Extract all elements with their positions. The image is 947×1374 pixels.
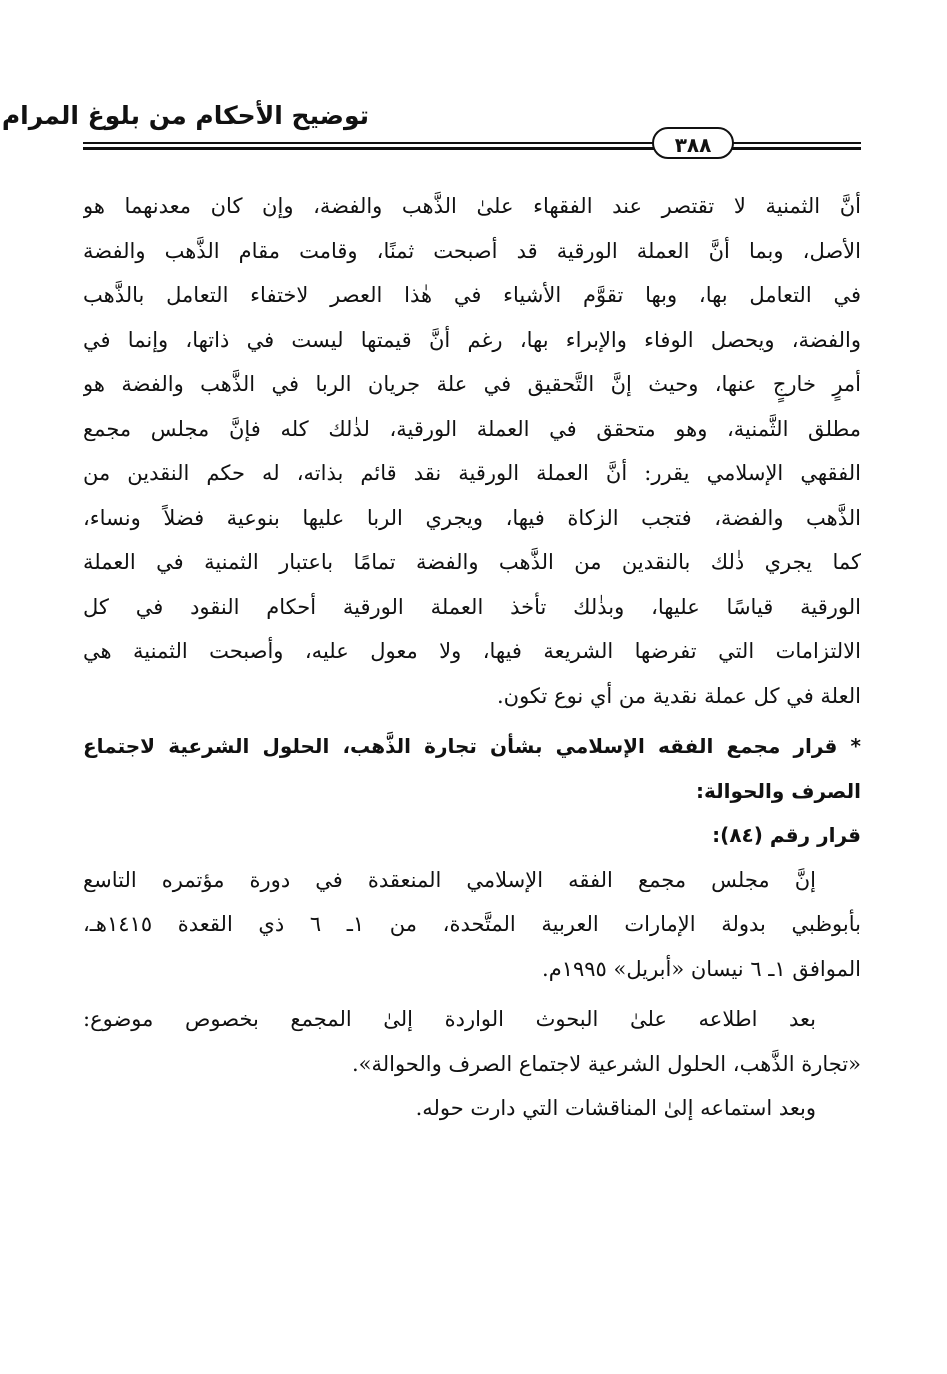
text-line: والفضة، ويحصل الوفاء والإبراء بها، رغم أنَّ قيمتها ليست في ذاتها، وإنما في	[83, 327, 861, 352]
text-line: أنَّ الثمنية لا تقتصر عند الفقهاء علىٰ الذَّهب والفضة، وإن كان معدنهما هو	[83, 194, 861, 218]
resolution-number: قرار رقم (٨٤):	[712, 823, 861, 847]
section-heading: الصرف والحوالة:	[696, 778, 861, 803]
body-text	[83, 184, 861, 1131]
text-line: كما يجري ذٰلك بالنقدين من الذَّهب والفضة تمامًا باعتبار الثمنية في العملة	[83, 550, 861, 574]
text-line: الفقهي الإسلامي يقرر: أنَّ العملة الورقية نقد قائم بذاته، له حكم النقدين من	[83, 461, 861, 485]
header-rule-thin	[83, 142, 861, 144]
text-line: الموافق ١ـ ٦ نيسان «أبريل» ١٩٩٥م.	[542, 956, 861, 981]
header-rule-thick	[83, 147, 861, 150]
text-line: الالتزامات التي تفرضها الشريعة فيها، ولا معول عليه، وأصبحت الثمنية هي	[83, 639, 861, 663]
text-line: بأبوظبي بدولة الإمارات العربية المتَّحدة، من ١ـ ٦ ذي القعدة ١٤١٥هـ،	[83, 912, 861, 936]
text-line: الورقية قياسًا عليها، وبذٰلك تأخذ العملة الورقية أحكام النقود في كل	[83, 594, 861, 619]
text-line: وبعد استماعه إلىٰ المناقشات التي دارت حوله.	[415, 1096, 816, 1120]
text-line: مطلق الثَّمنية، وهو متحقق في العملة الورقية، لذٰلك كله فإنَّ مجلس مجمع	[83, 416, 861, 441]
text-line: الأصل، وبما أنَّ العملة الورقية قد أصبحت ثمنًا، وقامت مقام الذَّهب والفضة	[83, 238, 861, 263]
text-line: الذَّهب والفضة، فتجب الزكاة فيها، ويجري الربا عليها بنوعية فضلاً ونساء،	[83, 505, 861, 530]
page-number-badge	[652, 127, 734, 159]
text-line: إنَّ مجلس مجمع الفقه الإسلامي المنعقدة في دورة مؤتمره التاسع	[83, 867, 816, 892]
text-line: العلة في كل عملة نقدية من أي نوع تكون.	[496, 683, 861, 708]
running-title: توضيح الأحكام من بلوغ المرام	[1, 101, 369, 130]
page-number: ٣٨٨	[674, 133, 712, 157]
text-line: في التعامل بها، وبها تقوَّم الأشياء في هٰذا العصر لاختفاء التعامل بالذَّهب	[83, 283, 861, 307]
text-line: أمرٍ خارجٍ عنها، وحيث إنَّ التَّحقيق في علة جريان الربا في الذَّهب والفضة هو	[83, 372, 861, 396]
text-line: بعد اطلاعه علىٰ البحوث الواردة إلىٰ المجمع بخصوص موضوع:	[83, 1007, 816, 1031]
text-line: «تجارة الذَّهب، الحلول الشرعية لاجتماع الصرف والحوالة».	[351, 1051, 861, 1076]
section-heading: * قرار مجمع الفقه الإسلامي بشأن تجارة الذَّهب، الحلول الشرعية لاجتماع	[83, 734, 861, 758]
